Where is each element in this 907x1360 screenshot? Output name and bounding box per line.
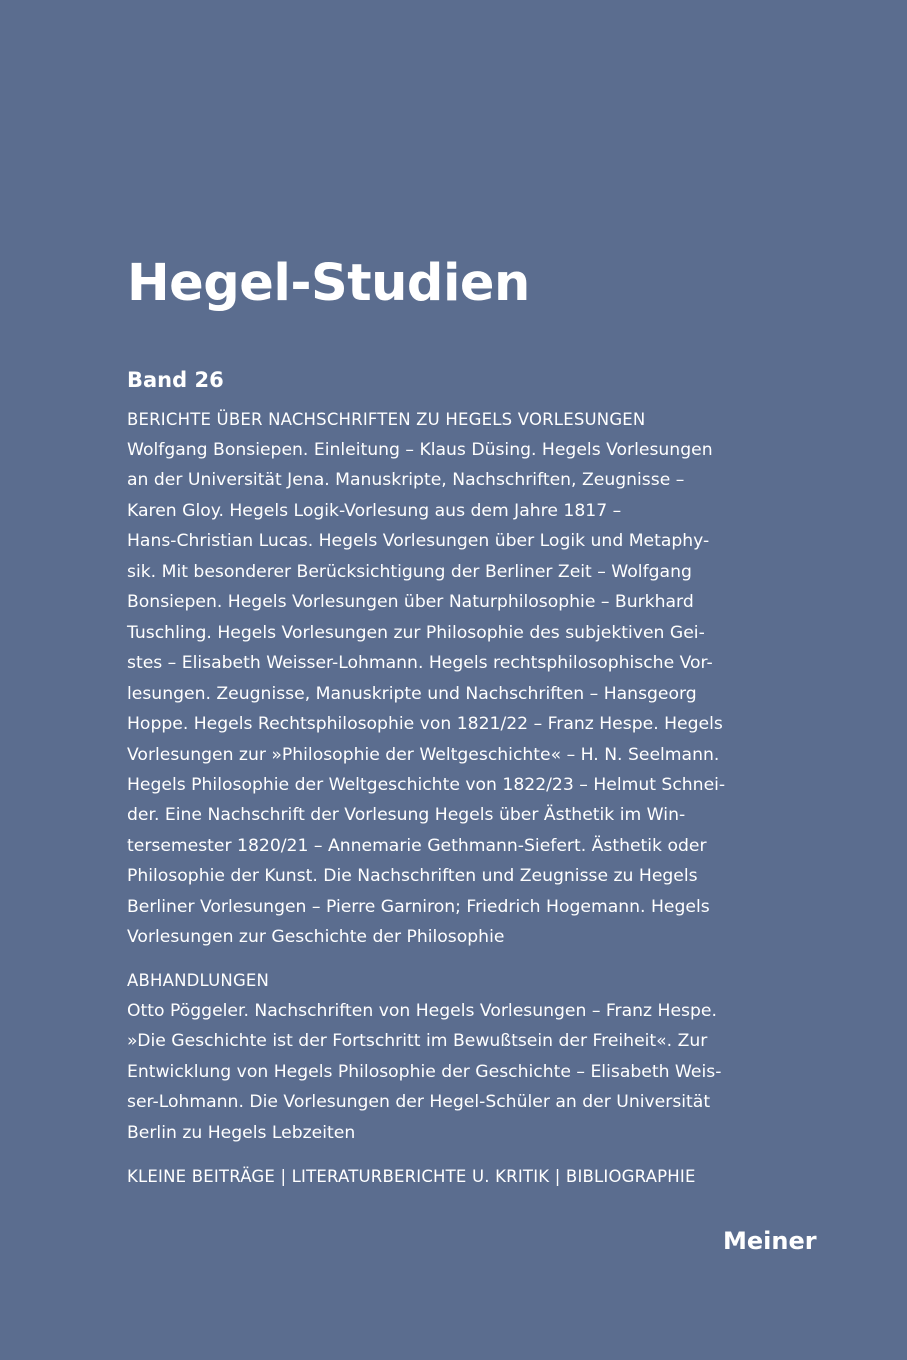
volume-number: Band 26 <box>127 368 224 392</box>
contents-line: »Die Geschichte ist der Fortschritt im Bewußtsein der Freiheit«. Zur <box>127 1031 708 1052</box>
contents-line: Entwicklung von Hegels Philosophie der Geschichte – Elisabeth Weis- <box>127 1061 722 1082</box>
publisher-logo: Meiner <box>723 1227 817 1255</box>
contents-line: Tuschling. Hegels Vorlesungen zur Philosophie des subjektiven Gei- <box>127 622 705 643</box>
book-title: Hegel-Studien <box>127 254 530 313</box>
contents-line: Philosophie der Kunst. Die Nachschriften und Zeugnisse zu Hegels <box>127 866 698 887</box>
contents-line: Hegels Philosophie der Weltgeschichte von 1822/23 – Helmut Schnei- <box>127 774 726 795</box>
contents-line: Berliner Vorlesungen – Pierre Garniron; Friedrich Hogemann. Hegels <box>127 896 710 917</box>
contents-line: Otto Pöggeler. Nachschriften von Hegels Vorlesungen – Franz Hespe. <box>127 1001 717 1021</box>
contents-line: tersemester 1820/21 – Annemarie Gethmann-Siefert. Ästhetik oder <box>127 835 707 856</box>
contents-line: der. Eine Nachschrift der Vorlesung Hegels über Ästhetik im Win- <box>127 805 686 826</box>
contents-line: Hoppe. Hegels Rechtsphilosophie von 1821/22 – Franz Hespe. Hegels <box>127 714 723 735</box>
contents-line: ser-Lohmann. Die Vorlesungen der Hegel-Schüler an der Universität <box>127 1092 711 1113</box>
contents-line: an der Universität Jena. Manuskripte, Nachschriften, Zeugnisse – <box>127 470 685 491</box>
section-essays-heading: ABHANDLUNGEN <box>127 971 270 990</box>
contents-line: Vorlesungen zur »Philosophie der Weltgeschichte« – H. N. Seelmann. <box>127 744 720 765</box>
contents-line: Wolfgang Bonsiepen. Einleitung – Klaus Düsing. Hegels Vorlesungen <box>127 440 713 460</box>
section-essays <box>127 966 767 1148</box>
section-reports <box>127 405 767 953</box>
section-reports-heading: BERICHTE ÜBER NACHSCHRIFTEN ZU HEGELS VORLESUNGEN <box>127 410 646 429</box>
contents-line: stes – Elisabeth Weisser-Lohmann. Hegels rechtsphilosophische Vor- <box>127 653 713 674</box>
contents-line: Karen Gloy. Hegels Logik-Vorlesung aus dem Jahre 1817 – <box>127 500 622 521</box>
contents-line: Hans-Christian Lucas. Hegels Vorlesungen über Logik und Metaphy- <box>127 531 710 552</box>
contents-line: Bonsiepen. Hegels Vorlesungen über Naturphilosophie – Burkhard <box>127 592 694 613</box>
contents-line: Berlin zu Hegels Lebzeiten <box>127 1122 356 1143</box>
section-footer-list: KLEINE BEITRÄGE | LITERATURBERICHTE U. KRITIK | BIBLIOGRAPHIE <box>127 1167 696 1186</box>
contents-line: sik. Mit besonderer Berücksichtigung der Berliner Zeit – Wolfgang <box>127 561 692 582</box>
contents-line: lesungen. Zeugnisse, Manuskripte und Nachschriften – Hansgeorg <box>127 683 697 704</box>
contents-line: Vorlesungen zur Geschichte der Philosophie <box>127 927 505 948</box>
